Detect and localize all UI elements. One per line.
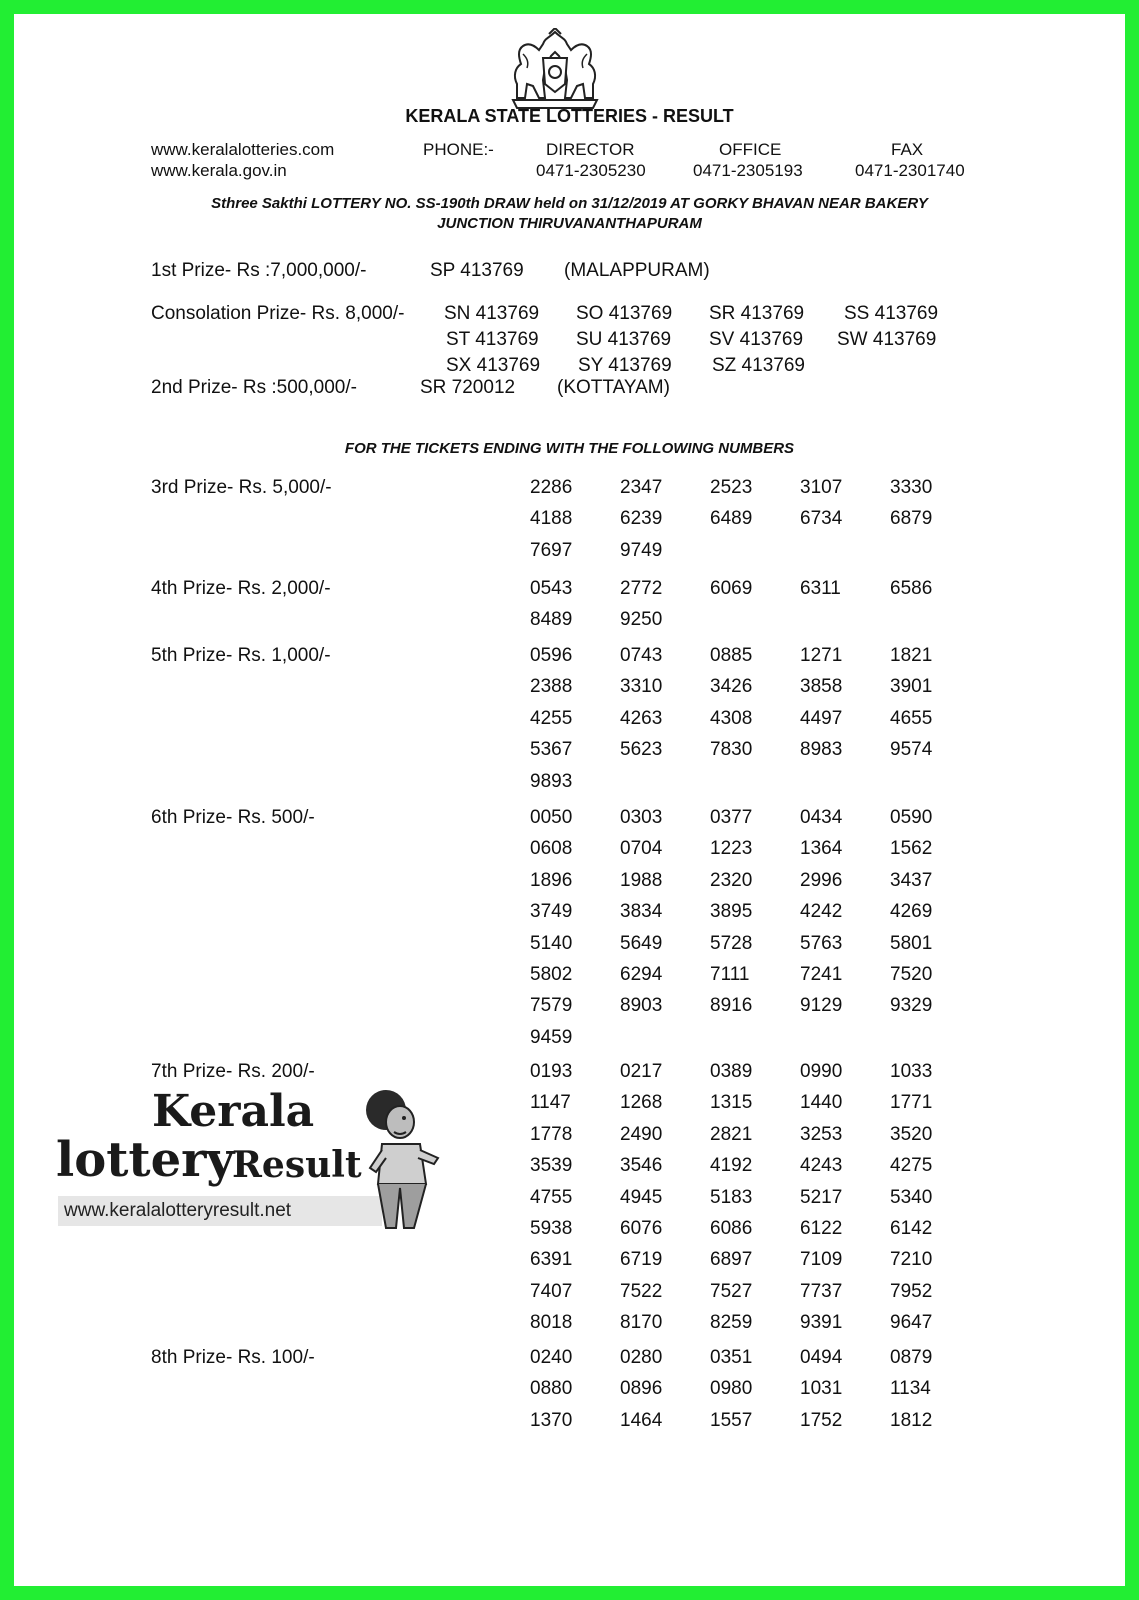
prize-label: 7th Prize- Rs. 200/- xyxy=(151,1061,315,1082)
winning-number: 6142 xyxy=(890,1217,933,1239)
office-label: OFFICE xyxy=(719,140,782,159)
fax-label: FAX xyxy=(891,140,924,159)
winning-number: 4269 xyxy=(890,901,933,923)
winning-number: 7520 xyxy=(890,963,933,985)
fax-number: 0471-2301740 xyxy=(855,161,965,180)
consolation-ticket: SZ 413769 xyxy=(712,355,805,376)
winning-number: 5623 xyxy=(620,739,663,761)
phone-label: PHONE:- xyxy=(423,140,494,159)
winning-number: 7697 xyxy=(530,539,573,561)
winning-number: 8983 xyxy=(800,739,843,761)
winning-number: 0543 xyxy=(530,578,573,599)
winning-number: 0050 xyxy=(530,807,573,828)
consolation-ticket: SX 413769 xyxy=(446,355,541,376)
winning-number: 6086 xyxy=(710,1217,753,1239)
winning-number: 8170 xyxy=(620,1312,663,1334)
prize-numbers-grid xyxy=(530,477,980,571)
winning-number: 1033 xyxy=(890,1061,933,1082)
consolation-ticket: SR 413769 xyxy=(709,303,805,324)
winning-number: 3520 xyxy=(890,1123,933,1145)
prize-numbers-grid xyxy=(530,645,980,802)
consolation-ticket: SS 413769 xyxy=(844,303,939,324)
winning-number: 3437 xyxy=(890,869,933,891)
winning-number: 3330 xyxy=(890,477,933,498)
winning-number: 0377 xyxy=(710,807,753,828)
winning-number: 4242 xyxy=(800,901,843,923)
kerala-emblem-icon xyxy=(509,28,601,110)
winning-number: 7407 xyxy=(530,1280,573,1302)
winning-number: 3107 xyxy=(800,477,843,498)
winning-number: 1771 xyxy=(890,1092,933,1114)
first-prize-ticket: SP 413769 xyxy=(430,260,524,281)
winning-number: 3834 xyxy=(620,901,663,923)
winning-number: 6122 xyxy=(800,1217,843,1239)
winning-number: 7737 xyxy=(800,1280,843,1302)
winning-number: 0217 xyxy=(620,1061,663,1082)
consolation-ticket: SN 413769 xyxy=(444,303,540,324)
winning-number: 8903 xyxy=(620,995,663,1017)
winning-number: 9647 xyxy=(890,1312,933,1334)
winning-number: 2821 xyxy=(710,1123,753,1145)
winning-number: 6311 xyxy=(800,578,841,599)
winning-number: 7830 xyxy=(710,739,753,761)
winning-number: 3310 xyxy=(620,676,663,698)
winning-number: 1268 xyxy=(620,1092,663,1114)
winning-number: 6391 xyxy=(530,1249,573,1271)
winning-number: 3901 xyxy=(890,676,933,698)
winning-number: 6586 xyxy=(890,578,933,599)
winning-number: 2388 xyxy=(530,676,573,698)
draw-info-line2: JUNCTION THIRUVANANTHAPURAM xyxy=(437,215,702,232)
winning-number: 1370 xyxy=(530,1409,573,1431)
watermark-line2b: Result xyxy=(232,1144,362,1186)
winning-number: 0434 xyxy=(800,807,843,828)
winning-number: 1271 xyxy=(800,645,843,666)
watermark-line2a: lottery xyxy=(56,1132,235,1188)
winning-number: 1315 xyxy=(710,1092,753,1114)
first-prize-place: (MALAPPURAM) xyxy=(564,260,710,281)
winning-number: 6734 xyxy=(800,508,843,530)
winning-number: 0240 xyxy=(530,1347,573,1368)
winning-number: 4192 xyxy=(710,1155,753,1177)
page-title: KERALA STATE LOTTERIES - RESULT xyxy=(405,106,734,126)
winning-number: 1364 xyxy=(800,838,843,860)
winning-number: 1223 xyxy=(710,838,753,860)
winning-number: 4497 xyxy=(800,707,843,729)
winning-number: 7241 xyxy=(800,963,843,985)
winning-number: 2286 xyxy=(530,477,573,498)
winning-number: 0590 xyxy=(890,807,933,828)
second-prize-label: 2nd Prize- Rs :500,000/- xyxy=(151,377,357,398)
winning-number: 0990 xyxy=(800,1061,843,1082)
winning-number: 3895 xyxy=(710,901,753,923)
winning-number: 1031 xyxy=(800,1378,843,1400)
winning-number: 0193 xyxy=(530,1061,573,1082)
winning-number: 1988 xyxy=(620,869,663,891)
winning-number: 0879 xyxy=(890,1347,933,1368)
prize-numbers-grid xyxy=(530,1347,980,1441)
website-link-1[interactable]: www.keralalotteries.com xyxy=(151,140,335,159)
winning-number: 5801 xyxy=(890,932,933,954)
winning-number: 9893 xyxy=(530,770,573,792)
winning-number: 2996 xyxy=(800,869,843,891)
winning-number: 0303 xyxy=(620,807,663,828)
winning-number: 0494 xyxy=(800,1347,843,1368)
winning-number: 0351 xyxy=(710,1347,753,1368)
winning-number: 2523 xyxy=(710,477,753,498)
endings-heading: FOR THE TICKETS ENDING WITH THE FOLLOWING NUMBERS xyxy=(344,440,795,457)
winning-number: 4308 xyxy=(710,707,753,729)
watermark-url: www.keralalotteryresult.net xyxy=(58,1196,382,1226)
winning-number: 7111 xyxy=(710,963,750,985)
prize-label: 5th Prize- Rs. 1,000/- xyxy=(151,645,331,666)
watermark-line1: Kerala xyxy=(152,1086,315,1137)
winning-number: 5367 xyxy=(530,739,573,761)
winning-number: 2347 xyxy=(620,477,663,498)
winning-number: 2320 xyxy=(710,869,753,891)
winning-number: 1562 xyxy=(890,838,933,860)
first-prize-label: 1st Prize- Rs :7,000,000/- xyxy=(151,260,367,281)
winning-number: 9250 xyxy=(620,609,663,631)
winning-number: 0880 xyxy=(530,1378,573,1400)
winning-number: 0389 xyxy=(710,1061,753,1082)
winning-number: 1821 xyxy=(890,645,933,666)
winning-number: 0280 xyxy=(620,1347,663,1368)
winning-number: 3426 xyxy=(710,676,753,698)
winning-number: 4255 xyxy=(530,707,573,729)
winning-number: 4243 xyxy=(800,1155,843,1177)
winning-number: 1557 xyxy=(710,1409,753,1431)
winning-number: 0896 xyxy=(620,1378,663,1400)
winning-number: 8259 xyxy=(710,1312,753,1334)
winning-number: 0980 xyxy=(710,1378,753,1400)
winning-number: 7109 xyxy=(800,1249,843,1271)
winning-number: 5728 xyxy=(710,932,753,954)
winning-number: 4755 xyxy=(530,1186,573,1208)
prize-numbers-grid xyxy=(530,807,980,1058)
winning-number: 6239 xyxy=(620,508,663,530)
winning-number: 1147 xyxy=(530,1092,571,1114)
winning-number: 8018 xyxy=(530,1312,573,1334)
winning-number: 1778 xyxy=(530,1123,573,1145)
second-prize-ticket: SR 720012 xyxy=(420,377,516,398)
winning-number: 3749 xyxy=(530,901,573,923)
winning-number: 6069 xyxy=(710,578,753,599)
winning-number: 5802 xyxy=(530,963,573,985)
winning-number: 5217 xyxy=(800,1186,843,1208)
winning-number: 2772 xyxy=(620,578,663,599)
winning-number: 4655 xyxy=(890,707,933,729)
winning-number: 6879 xyxy=(890,508,933,530)
winning-number: 5938 xyxy=(530,1217,573,1239)
winning-number: 5340 xyxy=(890,1186,933,1208)
winning-number: 5140 xyxy=(530,932,573,954)
prize-label: 3rd Prize- Rs. 5,000/- xyxy=(151,477,332,498)
winning-number: 6294 xyxy=(620,963,663,985)
winning-number: 1134 xyxy=(890,1378,931,1400)
winning-number: 0608 xyxy=(530,838,573,860)
winning-number: 0704 xyxy=(620,838,663,860)
winning-number: 4188 xyxy=(530,508,573,530)
winning-number: 7527 xyxy=(710,1280,753,1302)
consolation-ticket: SV 413769 xyxy=(709,329,804,350)
winning-number: 5763 xyxy=(800,932,843,954)
watermark-logo xyxy=(56,1088,448,1236)
winning-number: 7952 xyxy=(890,1280,933,1302)
office-phone: 0471-2305193 xyxy=(693,161,803,180)
winning-number: 9391 xyxy=(800,1312,843,1334)
draw-info-line1: Sthree Sakthi LOTTERY NO. SS-190th DRAW held on 31/12/2019 AT GORKY BHAVAN NEAR BAKERY xyxy=(211,195,928,212)
consolation-ticket: ST 413769 xyxy=(446,329,539,350)
winning-number: 3253 xyxy=(800,1123,843,1145)
winning-number: 9574 xyxy=(890,739,933,761)
winning-number: 0743 xyxy=(620,645,663,666)
winning-number: 3539 xyxy=(530,1155,573,1177)
winning-number: 4263 xyxy=(620,707,663,729)
winning-number: 1896 xyxy=(530,869,573,891)
director-phone: 0471-2305230 xyxy=(536,161,646,180)
winning-number: 6489 xyxy=(710,508,753,530)
winning-number: 0596 xyxy=(530,645,573,666)
winning-number: 9129 xyxy=(800,995,843,1017)
winning-number: 6897 xyxy=(710,1249,753,1271)
winning-number: 6719 xyxy=(620,1249,663,1271)
winning-number: 7210 xyxy=(890,1249,933,1271)
consolation-ticket: SY 413769 xyxy=(578,355,672,376)
mascot-icon xyxy=(364,1088,444,1234)
consolation-ticket: SW 413769 xyxy=(837,329,937,350)
second-prize-place: (KOTTAYAM) xyxy=(557,377,670,398)
winning-number: 9459 xyxy=(530,1026,573,1048)
winning-number: 4275 xyxy=(890,1155,933,1177)
website-link-2[interactable]: www.kerala.gov.in xyxy=(151,161,287,180)
winning-number: 3858 xyxy=(800,676,843,698)
winning-number: 1440 xyxy=(800,1092,843,1114)
winning-number: 1464 xyxy=(620,1409,663,1431)
consolation-prize-label: Consolation Prize- Rs. 8,000/- xyxy=(151,303,405,324)
winning-number: 5649 xyxy=(620,932,663,954)
winning-number: 2490 xyxy=(620,1123,663,1145)
prize-label: 8th Prize- Rs. 100/- xyxy=(151,1347,315,1368)
winning-number: 8916 xyxy=(710,995,753,1017)
prize-numbers-grid xyxy=(530,1061,980,1344)
consolation-ticket: SU 413769 xyxy=(576,329,672,350)
winning-number: 3546 xyxy=(620,1155,663,1177)
winning-number: 9329 xyxy=(890,995,933,1017)
winning-number: 0885 xyxy=(710,645,753,666)
prize-numbers-grid xyxy=(530,578,980,641)
prize-label: 6th Prize- Rs. 500/- xyxy=(151,807,315,828)
winning-number: 9749 xyxy=(620,539,663,561)
winning-number: 4945 xyxy=(620,1186,663,1208)
winning-number: 1752 xyxy=(800,1409,843,1431)
winning-number: 8489 xyxy=(530,609,573,631)
winning-number: 7522 xyxy=(620,1280,663,1302)
winning-number: 6076 xyxy=(620,1217,663,1239)
winning-number: 1812 xyxy=(890,1409,933,1431)
director-label: DIRECTOR xyxy=(546,140,635,159)
prize-label: 4th Prize- Rs. 2,000/- xyxy=(151,578,331,599)
winning-number: 5183 xyxy=(710,1186,753,1208)
consolation-ticket: SO 413769 xyxy=(576,303,673,324)
winning-number: 7579 xyxy=(530,995,573,1017)
